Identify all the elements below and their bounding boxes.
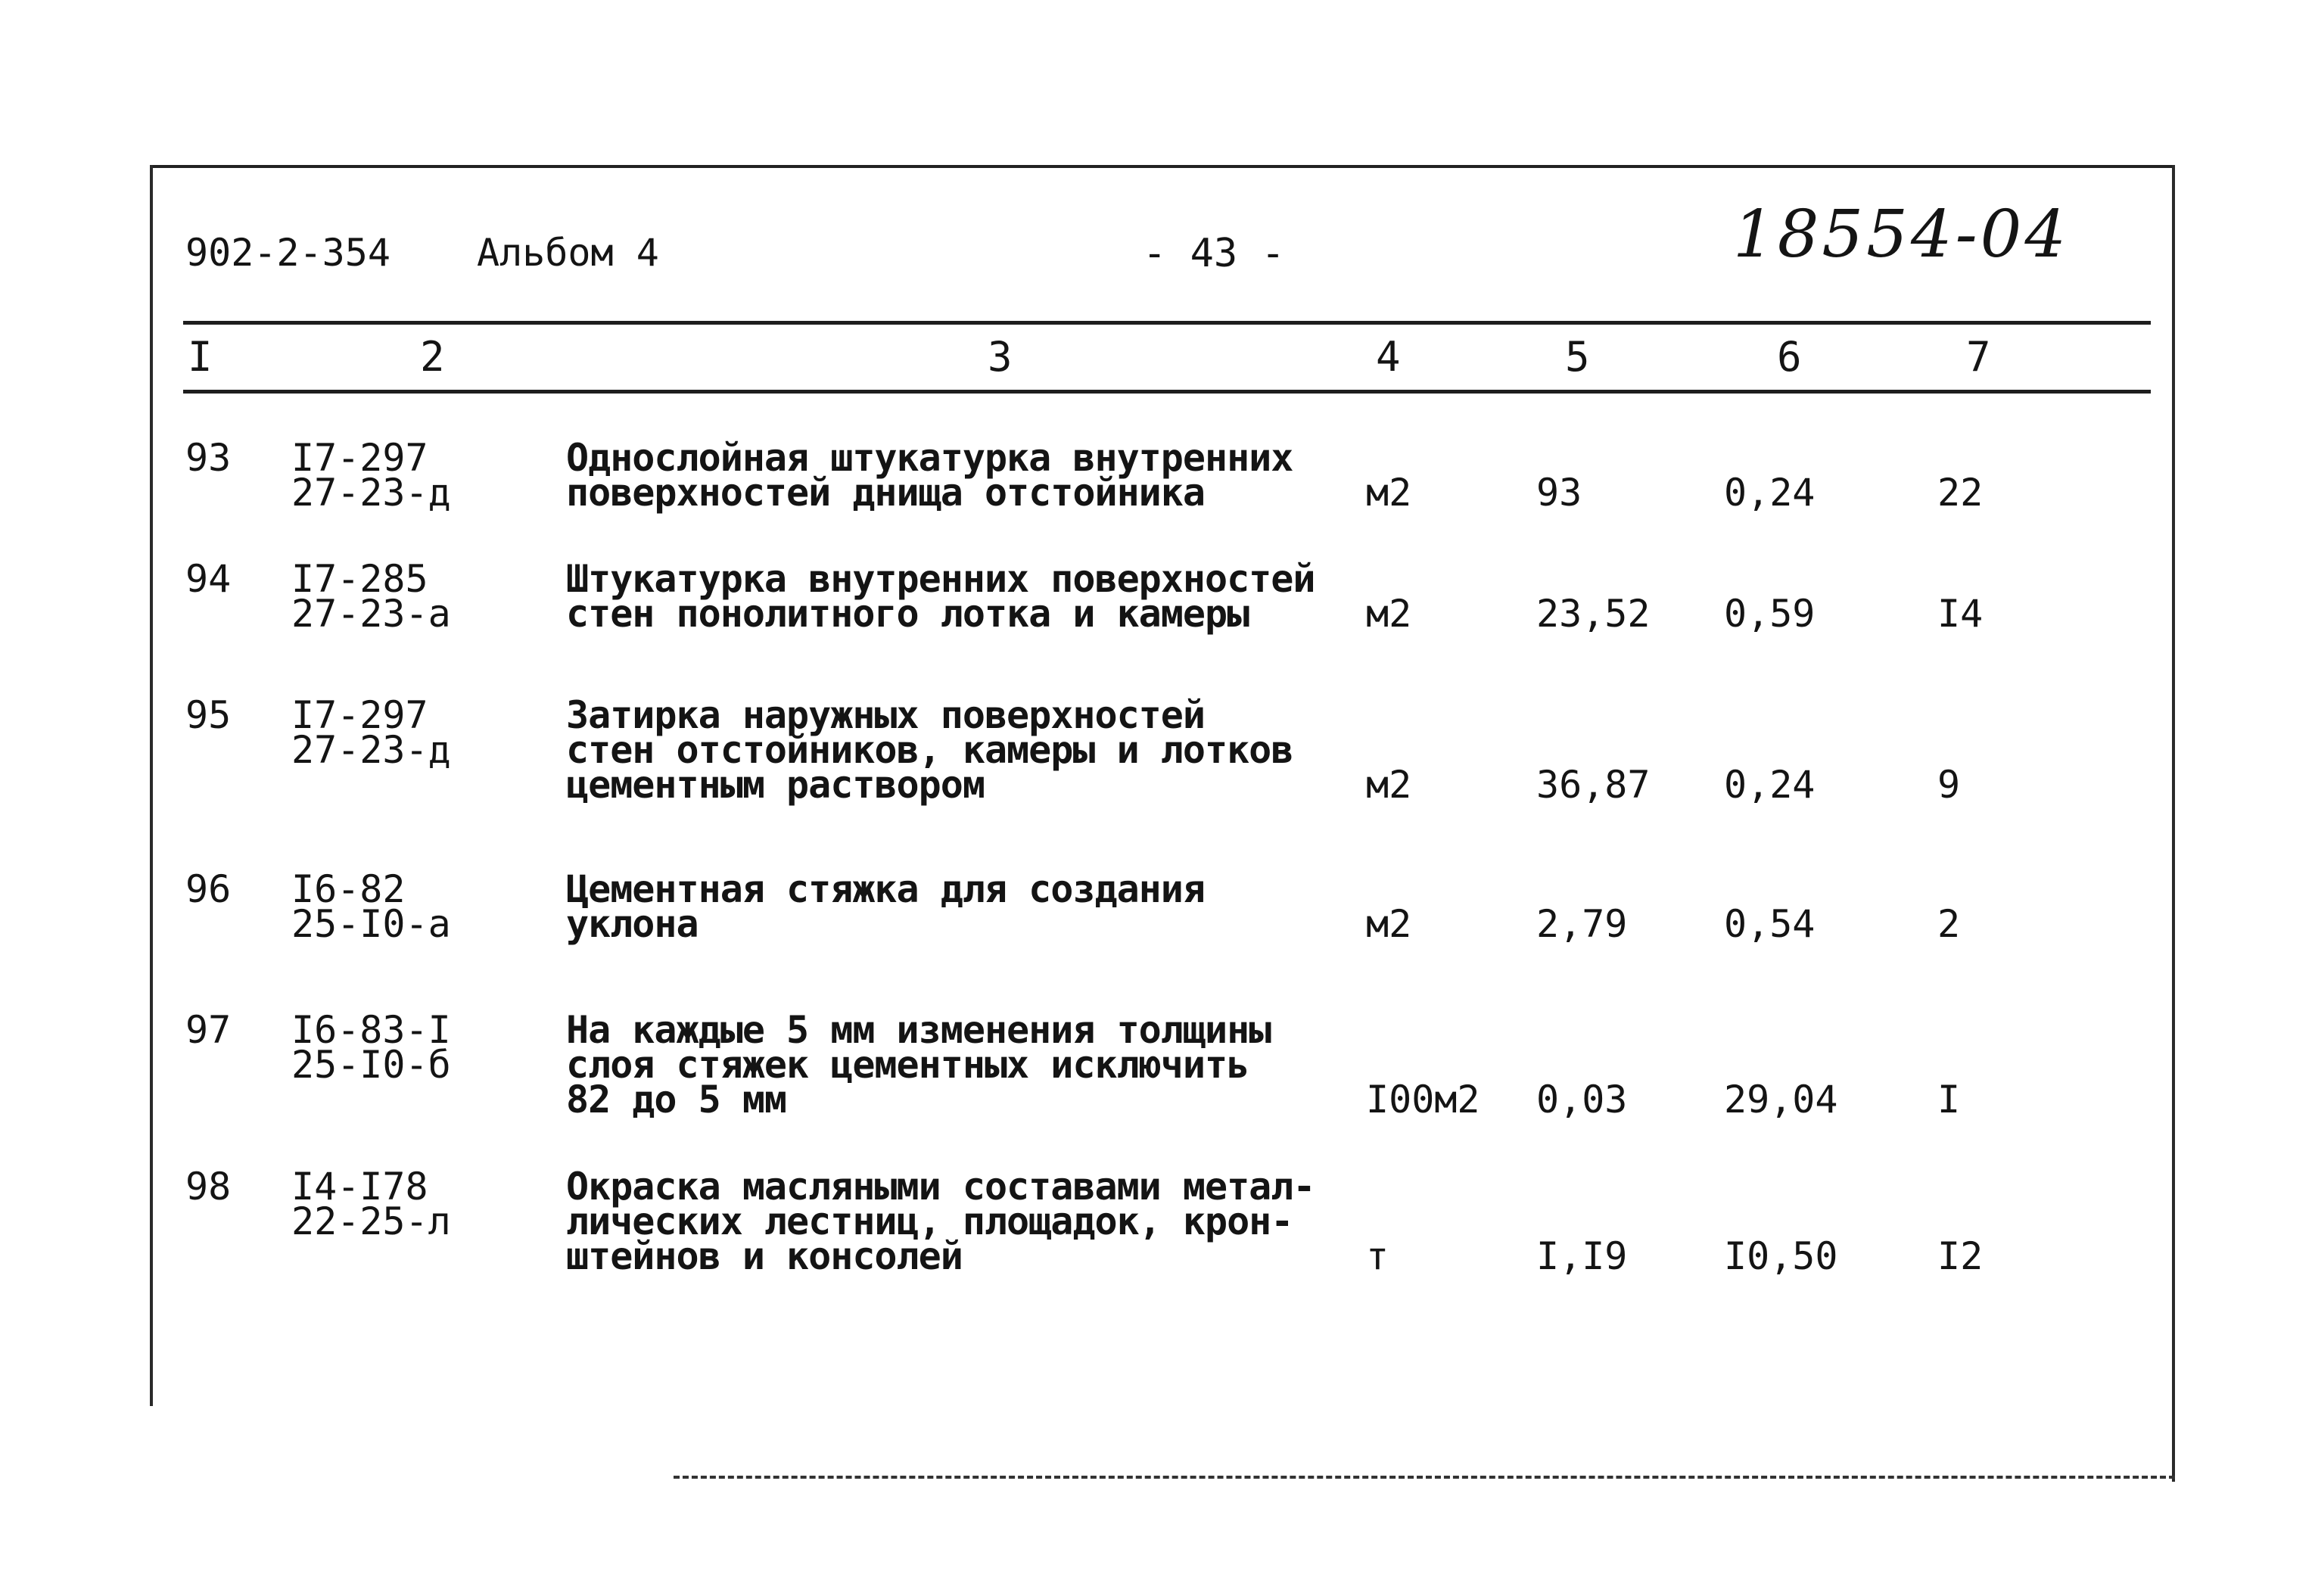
total: I4 — [1937, 592, 1984, 636]
page-number: - 43 - — [1143, 231, 1285, 276]
row-number: 95 — [185, 693, 232, 737]
unit-price: 29,04 — [1724, 1078, 1838, 1122]
unit-price: I0,50 — [1724, 1234, 1838, 1278]
table-header-rule — [183, 390, 2151, 394]
quantity: 2,79 — [1536, 902, 1628, 946]
quantity: 23,52 — [1536, 592, 1651, 636]
quantity: 93 — [1536, 471, 1582, 515]
unit: м2 — [1366, 763, 1412, 807]
work-description: Цементная стяжка для создания уклона — [566, 867, 1205, 946]
unit-price: 0,59 — [1724, 592, 1816, 636]
unit: I00м2 — [1366, 1078, 1480, 1122]
column-header: 7 — [1966, 333, 1991, 381]
column-header: 6 — [1777, 333, 1802, 381]
archive-number: 18554-04 — [1733, 197, 2070, 272]
unit: м2 — [1366, 471, 1412, 515]
row-number: 98 — [185, 1165, 232, 1209]
unit: т — [1366, 1234, 1389, 1278]
work-description: Однослойная штукатурка внутренних поверхностей днища отстойника — [566, 436, 1293, 515]
norm-code: I7-297 27-23-д — [291, 436, 451, 515]
column-header: I — [188, 333, 213, 381]
norm-code: I7-285 27-23-а — [291, 557, 451, 636]
frame-left-line — [150, 165, 153, 1406]
work-description: На каждые 5 мм изменения толщины слоя стяжек цементных исключить 82 до 5 мм — [566, 1008, 1271, 1122]
column-header: 5 — [1565, 333, 1590, 381]
work-description: Окраска масляными составами метал- лических лестниц, площадок, крон- штейнов и консолей — [566, 1165, 1315, 1278]
quantity: 0,03 — [1536, 1078, 1628, 1122]
row-number: 96 — [185, 867, 232, 911]
table-top-rule — [183, 321, 2151, 325]
norm-code: I6-83-I 25-I0-б — [291, 1008, 451, 1087]
unit-price: 0,54 — [1724, 902, 1816, 946]
norm-code: I6-82 25-I0-а — [291, 867, 451, 946]
total: 22 — [1937, 471, 1984, 515]
album-label: Альбом 4 — [477, 231, 659, 275]
row-number: 93 — [185, 436, 232, 480]
unit: м2 — [1366, 902, 1412, 946]
frame-bottom-line — [674, 1476, 2175, 1479]
total: I2 — [1937, 1234, 1984, 1278]
frame-top-line — [150, 165, 2175, 168]
column-header: 4 — [1376, 333, 1401, 381]
row-number: 94 — [185, 557, 232, 601]
doc-code: 902-2-354 — [185, 231, 391, 275]
column-header: 2 — [420, 333, 445, 381]
total: 9 — [1937, 763, 1961, 807]
work-description: Затирка наружных поверхностей стен отстойников, камеры и лотков цементным раствором — [566, 693, 1293, 807]
row-number: 97 — [185, 1008, 232, 1052]
total: I — [1937, 1078, 1961, 1122]
unit-price: 0,24 — [1724, 763, 1816, 807]
work-description: Штукатурка внутренних поверхностей стен понолитного лотка и камеры — [566, 557, 1315, 636]
quantity: 36,87 — [1536, 763, 1651, 807]
quantity: I,I9 — [1536, 1234, 1628, 1278]
unit-price: 0,24 — [1724, 471, 1816, 515]
norm-code: I7-297 27-23-д — [291, 693, 451, 772]
total: 2 — [1937, 902, 1961, 946]
norm-code: I4-I78 22-25-л — [291, 1165, 451, 1243]
column-header: 3 — [988, 333, 1013, 381]
frame-right-line — [2172, 165, 2175, 1482]
unit: м2 — [1366, 592, 1412, 636]
